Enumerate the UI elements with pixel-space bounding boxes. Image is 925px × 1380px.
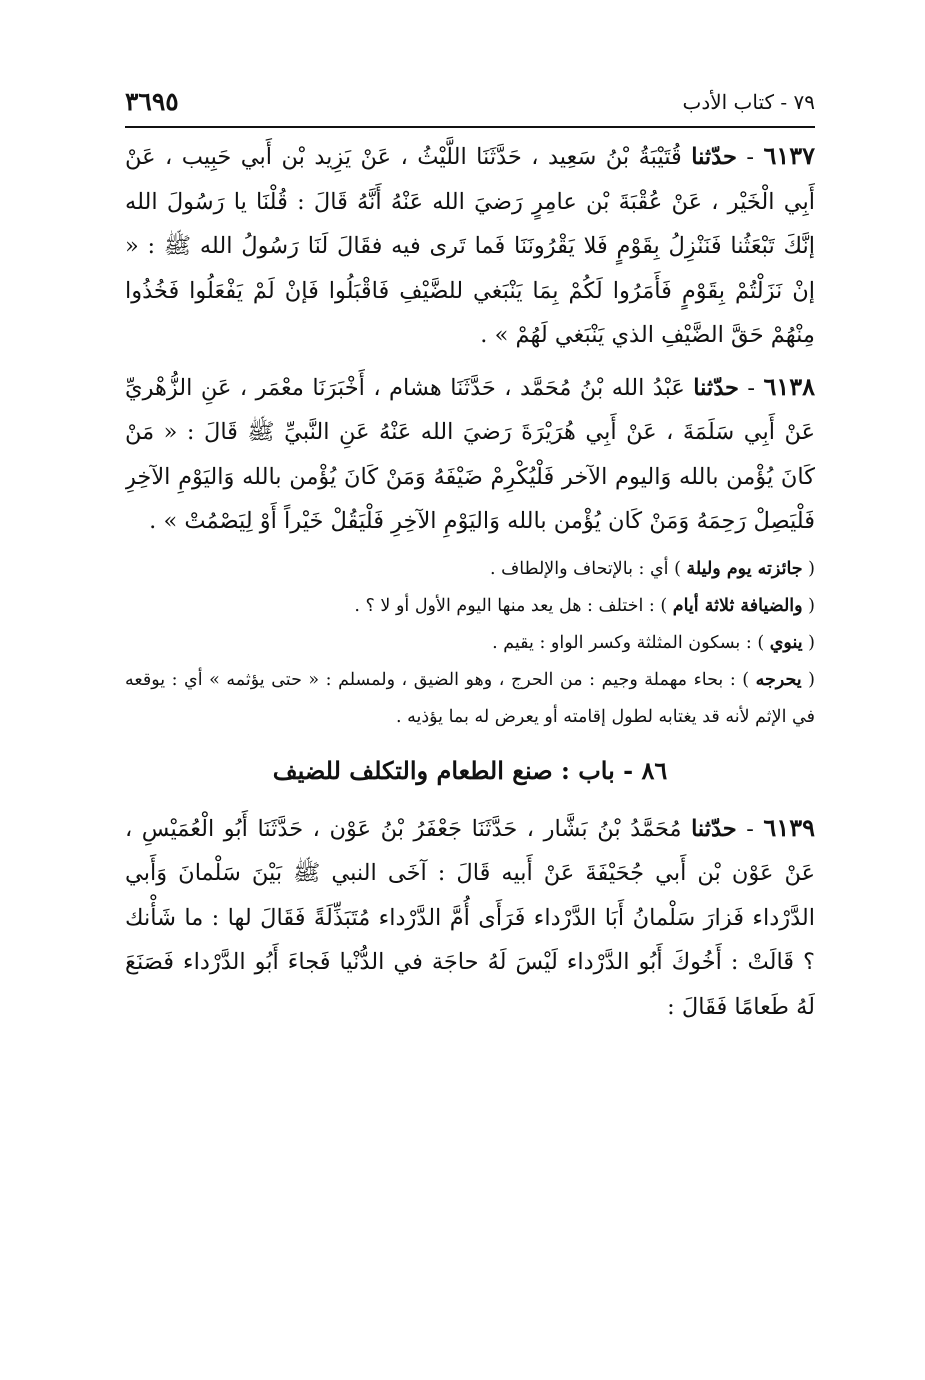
note-term: ينوي	[769, 632, 803, 653]
hadith-dash: -	[736, 815, 764, 842]
hadith-text: عَبْدُ الله بْنُ مُحَمَّد ، حَدَّثَنَا هشام ، أَخْبَرَنَا معْمَر ، عَنِ الزُّهْريِّ عَنْ أَبِي سَلَمَةَ ، عَنْ أَبِي هُرَيْرَةَ رَضيَ الله عَنْهُ عَنِ النَّبيِّ ﷺ قَالَ : « مَنْ كَانَ يُؤْمن بالله وَاليوم الآخر فَلْيُكْرِمْ ضَيْفَهُ وَمَنْ كَانَ يُؤْمن بالله وَاليَوْمِ الآخِرِ فَلْيَصِلْ رَحِمَهُ وَمَنْ كَان يُؤْمن بالله وَاليَوْمِ الآخِرِ فَلْيَقُلْ خَيْراً أَوْ لِيَصْمُتْ » .	[125, 374, 815, 534]
note-text: : بحاء مهملة وجيم : من الحرج ، وهو الضيق ، ولمسلم : « حتى يؤثمه » أي : يوقعه في الإثم لأنه قد يغتابه لطول إقامته أو يعرض له بما يؤذيه .	[125, 669, 815, 727]
chapter-title: ٧٩ - كتاب الأدب	[682, 90, 815, 114]
note-term: والضيافة ثلاثة أيام	[672, 595, 803, 616]
section-heading: ٨٦ - باب : صنع الطعام والتكلف للضيف	[272, 755, 668, 785]
page-header	[125, 82, 815, 128]
hadith-lead: حدّثنا	[691, 815, 737, 842]
hadith-number: ٦١٣٧	[763, 141, 815, 170]
commentary-note: ( ينوي ) : بسكون المثلثة وكسر الواو : يقيم .	[492, 632, 815, 653]
page-number: ٣٦٩٥	[125, 87, 179, 116]
note-term: جائزته يوم وليلة	[686, 558, 803, 579]
commentary-note: ( جائزته يوم وليلة ) أي : بالإتحاف والإلطاف .	[490, 558, 815, 579]
hadith-number: ٦١٣٩	[763, 812, 815, 842]
book-page	[125, 82, 815, 1352]
hadith-lead: حدّثنا	[691, 144, 737, 170]
commentary-note: ( والضيافة ثلاثة أيام ) : اختلف : هل يعد منها اليوم الأول أو لا ؟ .	[354, 595, 815, 616]
note-term: يحرجه	[755, 669, 802, 690]
hadith-text: قُتَيْبَةُ بْنُ سَعِيد ، حَدَّثَنَا اللَّيْثُ ، عَنْ يَزِيد بْن أَبي حَبِيب ، عَنْ أَبِي الْخَيْر ، عَنْ عُقْبَةَ بْن عامِرٍ رَضيَ الله عَنْهُ أَنَّهُ قَالَ : قُلْنَا يا رَسُولَ الله إنَّكَ تَبْعَثُنا فَنَنْزِلُ بِقَوْمٍ فَلا يَقْرُونَنَا فَما تَرى فيه فقَالَ لَنَا رَسُولُ الله ﷺ : « إنْ نَزَلْتُمْ بِقَوْمٍ فَأَمَرُوا لَكُمْ بِمَا يَنْبَغي للضَّيْفِ فَاقْبَلُوا فَإنْ لَمْ يَفْعَلُوا فَخُذُوا مِنْهُمْ حَقَّ الضَّيْفِ الذي يَنْبَغي لَهُمْ » .	[125, 144, 815, 348]
hadith-dash: -	[738, 374, 764, 401]
hadith-paragraph	[125, 134, 815, 358]
hadith-paragraph	[125, 806, 815, 1030]
hadith-number: ٦١٣٨	[763, 371, 815, 401]
note-text: : اختلف : هل يعد منها اليوم الأول أو لا ؟ .	[354, 595, 655, 616]
hadith-paragraph	[125, 365, 815, 544]
hadith-dash: -	[736, 144, 764, 170]
note-text: : بسكون المثلثة وكسر الواو : يقيم .	[492, 632, 752, 653]
note-text: أي : بالإتحاف والإلطاف .	[490, 558, 669, 579]
hadith-text: مُحَمَّدُ بْنُ بَشَّار ، حَدَّثَنَا جَعْفَرُ بْنُ عَوْن ، حَدَّثَنَا أَبُو الْعُمَيْسِ ، عَنْ عَوْن بْن أَبي جُحَيْفَةَ عَنْ أَبيه قَالَ : آخَى النبي ﷺ بَيْنَ سَلْمانَ وَأَبي الدَّرْداء فَزارَ سَلْمانُ أَبَا الدَّرْداء فَرَأَى أُمَّ الدَّرْداء مُتَبَذِّلَةً فَقَالَ لها : ما شَأْنك ؟ قَالَتْ : أَخُوكَ أَبُو الدَّرْداء لَيْسَ لَهُ حاجَة في الدُّنْيا فَجاءَ أَبُو الدَّرْداء فَصَنَعَ لَهُ طَعامًا فَقَالَ :	[125, 815, 815, 1020]
hadith-lead: حدّثنا	[693, 374, 739, 401]
commentary-note: ( يحرجه ) : بحاء مهملة وجيم : من الحرج ، وهو الضيق ، ولمسلم : « حتى يؤثمه » أي : يوقعه في الإثم لأنه قد يغتابه لطول إقامته أو يعرض له بما يؤذيه .	[125, 669, 815, 727]
